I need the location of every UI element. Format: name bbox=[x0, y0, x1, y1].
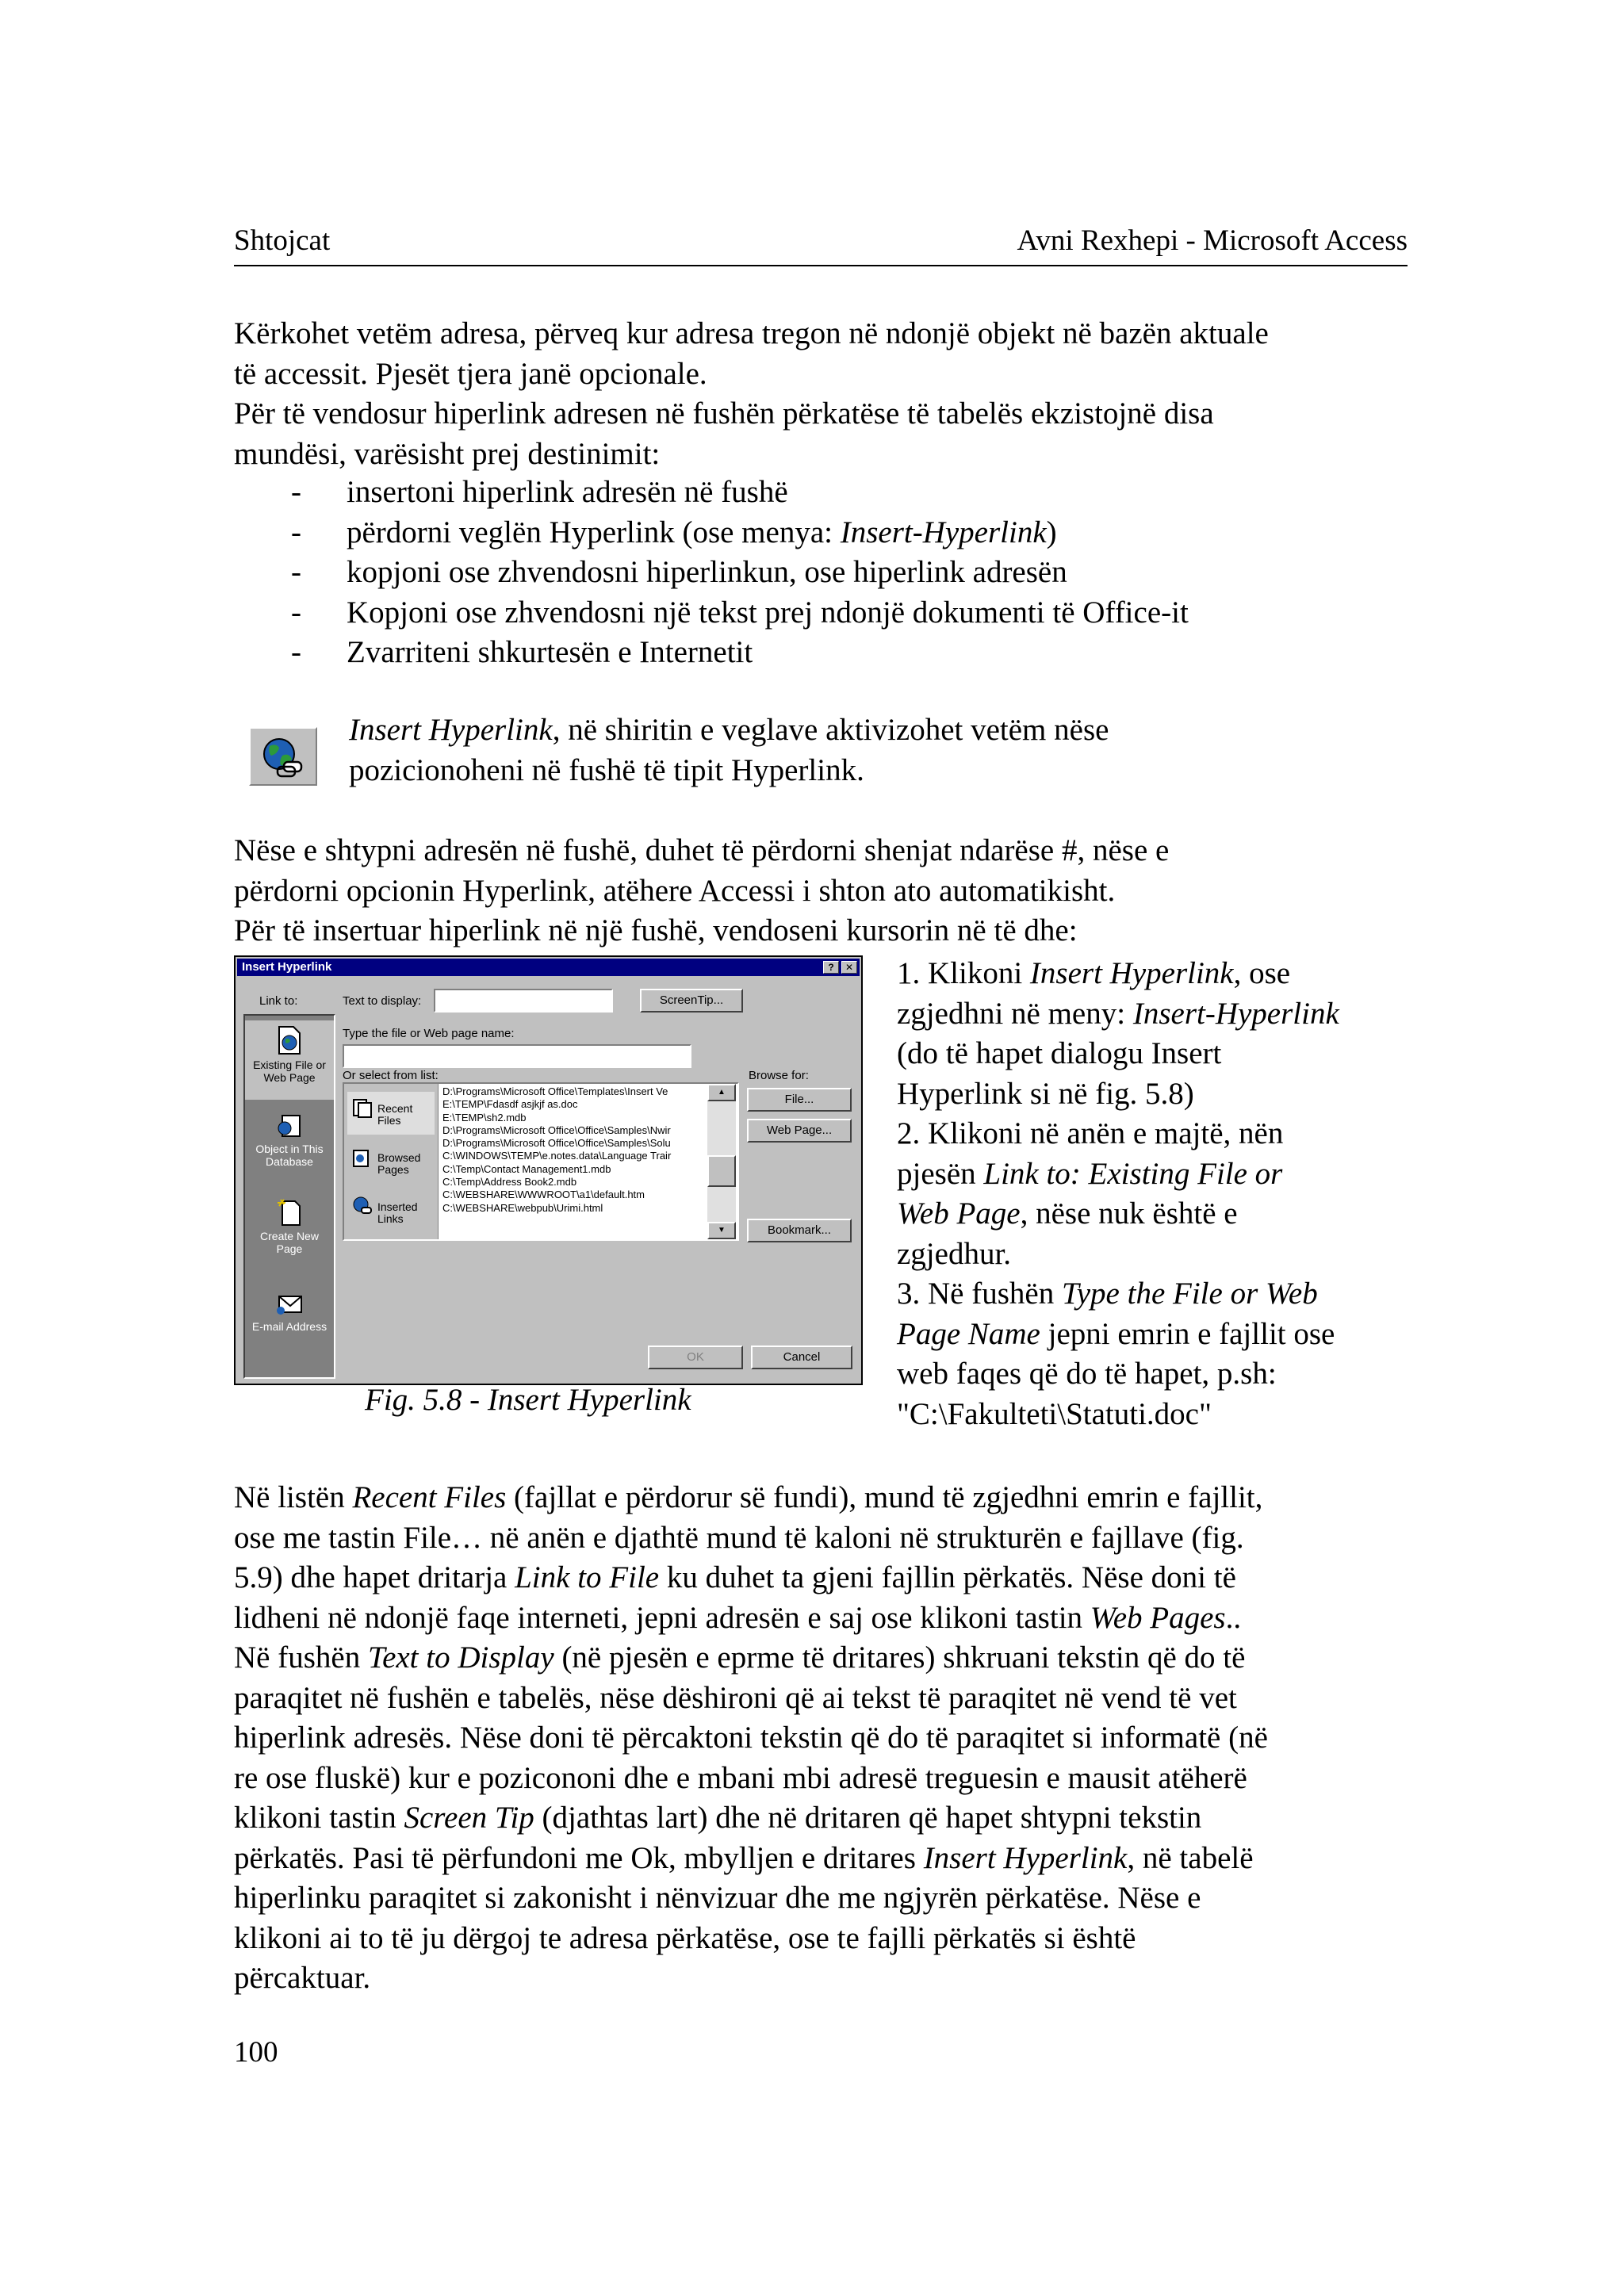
inserted-links-icon bbox=[352, 1195, 374, 1217]
tip-emphasis: Insert Hyperlink bbox=[349, 713, 553, 747]
text-line: klikoni tastin Screen Tip (djathtas lart) dhe në dritaren që hapet shtypni tekstin bbox=[234, 1801, 1202, 1835]
text-to-display-input[interactable] bbox=[434, 989, 613, 1013]
text-line: Për të insertuar hiperlink në një fushë, vendoseni kursorin në të dhe: bbox=[234, 913, 1078, 947]
type-name-label: Type the file or Web page name: bbox=[343, 1027, 515, 1040]
text-line: hiperlinku paraqitet si zakonisht i nënvizuar dhe me ngjyrën përkatëse. Nëse e bbox=[234, 1881, 1201, 1915]
screentip-button[interactable]: ScreenTip... bbox=[640, 989, 743, 1013]
close-button[interactable]: ✕ bbox=[841, 961, 857, 974]
text-line: Hyperlink si në fig. 5.8) bbox=[897, 1076, 1194, 1111]
list-item-text: përdorni veglën Hyperlink (ose menya: bbox=[347, 515, 841, 549]
file-list-item[interactable]: C:\WEBSHARE\WWWROOT\a1\default.htm bbox=[442, 1189, 645, 1201]
list-dash: - bbox=[291, 555, 301, 589]
text-line: Web Page, nëse nuk është e bbox=[897, 1196, 1238, 1231]
list-item bbox=[234, 593, 1408, 634]
category-label: Inserted Links bbox=[377, 1200, 418, 1225]
insert-hyperlink-icon bbox=[249, 727, 317, 786]
text-line: pjesën Link to: Existing File or bbox=[897, 1156, 1283, 1191]
list-item-text-end: ) bbox=[1046, 515, 1057, 549]
text-to-display-label: Text to display: bbox=[343, 994, 422, 1008]
page-number: 100 bbox=[234, 2036, 278, 2069]
list-item-text: Zvarriteni shkurtesën e Internetit bbox=[347, 635, 753, 669]
category-browsed-pages[interactable] bbox=[347, 1143, 435, 1182]
file-list-item[interactable]: D:\Programs\Microsoft Office\Templates\Insert Ve bbox=[442, 1085, 668, 1097]
file-list-item[interactable]: C:\Temp\Contact Management1.mdb bbox=[442, 1162, 611, 1175]
link-to-sidebar bbox=[243, 1014, 335, 1379]
sidebar-item-email-address[interactable] bbox=[245, 1285, 334, 1349]
file-list-item[interactable]: D:\Programs\Microsoft Office\Office\Samples\Nwir bbox=[442, 1124, 671, 1136]
text-line: web faqes që do të hapet, p.sh: bbox=[897, 1357, 1277, 1391]
text-line: Kërkohet vetëm adresa, përveq kur adresa tregon në ndonjë objekt në bazën aktuale bbox=[234, 316, 1269, 350]
text-line: (do të hapet dialogu Insert bbox=[897, 1036, 1222, 1070]
sidebar-label: Page bbox=[276, 1242, 303, 1255]
text-line: Për të vendosur hiperlink adresen në fushën përkatëse të tabelës ekzistojnë disa bbox=[234, 396, 1214, 431]
list-item-text: Kopjoni ose zhvendosni një tekst prej ndonjë dokumenti të Office-it bbox=[347, 595, 1189, 630]
browsed-pages-icon bbox=[352, 1147, 373, 1169]
sidebar-label: Existing File or bbox=[253, 1058, 326, 1071]
list-dash: - bbox=[291, 475, 301, 509]
browse-file-button[interactable]: File... bbox=[747, 1088, 852, 1112]
text-line: paraqitet në fushën e tabelës, nëse dëshironi që ai tekst të paraqitet në vend të vet bbox=[234, 1680, 1237, 1715]
header-book-title: Avni Rexhepi - Microsoft Access bbox=[1017, 224, 1408, 257]
sidebar-label: Database bbox=[266, 1155, 313, 1168]
file-list-item[interactable]: C:\WINDOWS\TEMP\e.notes.data\Language Trair bbox=[442, 1150, 672, 1162]
text-line: hiperlink adresës. Nëse doni të përcaktoni tekstin që do të paraqitet si informatë (në bbox=[234, 1721, 1268, 1755]
text-line: klikoni ai to të ju dërgoj te adresa përkatëse, ose te fajlli përkatës si është bbox=[234, 1920, 1136, 1955]
list-item bbox=[234, 473, 1408, 513]
text-line: 3. Në fushën Type the File or Web bbox=[897, 1277, 1318, 1311]
recent-files-icon bbox=[352, 1097, 373, 1119]
text-line: mundësi, varësisht prej destinimit: bbox=[234, 436, 661, 471]
text-line bbox=[349, 710, 1411, 751]
list-item-emphasis: Insert-Hyperlink bbox=[840, 515, 1047, 549]
category-inserted-links[interactable] bbox=[347, 1190, 435, 1233]
file-list-item[interactable]: C:\WEBSHARE\webpub\Urimi.html bbox=[442, 1201, 603, 1214]
category-label: Recent Files bbox=[377, 1102, 413, 1127]
browse-web-page-button[interactable]: Web Page... bbox=[747, 1119, 852, 1143]
text-line: të accessit. Pjesët tjera janë opcionale. bbox=[234, 356, 707, 391]
help-button[interactable]: ? bbox=[823, 961, 839, 974]
page-header bbox=[234, 224, 1408, 266]
text-line: përkatës. Pasi të përfundoni me Ok, mbylljen e dritares Insert Hyperlink, në tabelë bbox=[234, 1840, 1254, 1875]
database-object-icon bbox=[276, 1112, 303, 1139]
sidebar-label: E-mail Address bbox=[251, 1320, 327, 1333]
new-page-icon bbox=[276, 1198, 303, 1227]
text-line: përcaktuar. bbox=[234, 1961, 371, 1995]
list-item bbox=[234, 553, 1408, 593]
scroll-down-arrow-icon[interactable]: ▼ bbox=[707, 1222, 736, 1239]
email-icon bbox=[274, 1290, 304, 1317]
list-item bbox=[234, 633, 1408, 673]
sidebar-item-object-in-database[interactable] bbox=[245, 1108, 334, 1179]
text-line: re ose fluskë) kur e pozicononi dhe e mbani mbi adresë treguesin e mausit atëherë bbox=[234, 1760, 1247, 1795]
existing-file-icon bbox=[276, 1025, 303, 1055]
address-input[interactable] bbox=[343, 1044, 691, 1068]
scroll-up-arrow-icon[interactable]: ▲ bbox=[707, 1084, 736, 1101]
select-from-list bbox=[343, 1082, 739, 1241]
dialog-titlebar bbox=[237, 959, 860, 976]
list-item-text: insertoni hiperlink adresën në fushë bbox=[347, 475, 788, 509]
file-list-item[interactable]: E:\TEMP\Fdasdf asjkjf as.doc bbox=[442, 1098, 578, 1111]
cancel-button[interactable]: Cancel bbox=[751, 1346, 852, 1369]
toolbar-tip bbox=[349, 710, 1411, 790]
header-section-title: Shtojcat bbox=[234, 224, 331, 257]
intro-paragraph bbox=[234, 314, 1415, 474]
file-list-item[interactable]: E:\TEMP\sh2.mdb bbox=[442, 1111, 527, 1124]
text-line: zgjedhni në meny: Insert-Hyperlink bbox=[897, 996, 1339, 1031]
category-recent-files[interactable] bbox=[347, 1092, 435, 1135]
list-dash: - bbox=[291, 595, 301, 630]
figure-caption: Fig. 5.8 - Insert Hyperlink bbox=[365, 1383, 691, 1417]
file-list-item[interactable]: D:\Programs\Microsoft Office\Office\Samples\Solu bbox=[442, 1137, 671, 1150]
list-item-text: kopjoni ose zhvendosni hiperlinkun, ose hiperlink adresën bbox=[347, 555, 1067, 589]
sidebar-label: Create New bbox=[260, 1230, 319, 1242]
paragraph-separators bbox=[234, 831, 1415, 951]
file-list-item[interactable]: C:\Temp\Address Book2.mdb bbox=[442, 1176, 577, 1189]
text-line: Nëse e shtypni adresën në fushë, duhet të përdorni shenjat ndarëse #, nëse e bbox=[234, 833, 1170, 867]
sidebar-label: Object in This bbox=[255, 1143, 324, 1155]
insert-hyperlink-dialog bbox=[234, 955, 863, 1385]
sidebar-label: Web Page bbox=[263, 1071, 316, 1084]
tip-text: , në shiritin e veglave aktivizohet vetëm nëse bbox=[552, 713, 1109, 747]
file-list[interactable] bbox=[442, 1085, 704, 1238]
link-to-label: Link to: bbox=[259, 994, 298, 1008]
text-line: lidheni në ndonjë faqe interneti, jepni adresën e saj ose klikoni tastin Web Pages.. bbox=[234, 1600, 1242, 1635]
text-line: Page Name jepni emrin e fajllit ose bbox=[897, 1316, 1335, 1351]
browse-for-label: Browse for: bbox=[749, 1069, 809, 1082]
sidebar-item-create-new-page[interactable] bbox=[245, 1193, 334, 1265]
recent-files-paragraph bbox=[234, 1478, 1415, 1999]
text-line: "C:\Fakulteti\Statuti.doc" bbox=[897, 1396, 1212, 1431]
text-line: zgjedhur. bbox=[897, 1236, 1012, 1271]
text-line: 2. Klikoni në anën e majtë, nën bbox=[897, 1116, 1284, 1150]
list-categories bbox=[344, 1084, 439, 1239]
file-list-scrollbar[interactable] bbox=[707, 1084, 736, 1239]
or-select-label: Or select from list: bbox=[343, 1069, 439, 1082]
ok-button[interactable]: OK bbox=[648, 1346, 743, 1369]
text-line: 5.9) dhe hapet dritarja Link to File ku duhet ta gjeni fajllin përkatës. Nëse doni të bbox=[234, 1560, 1236, 1594]
text-line: Në fushën Text to Display (në pjesën e eprme të dritares) shkruani tekstin që do të bbox=[234, 1640, 1246, 1675]
list-dash: - bbox=[291, 635, 301, 669]
list-dash: - bbox=[291, 515, 301, 549]
list-item bbox=[234, 513, 1408, 553]
steps-paragraph bbox=[897, 954, 1420, 1434]
category-label: Browsed Pages bbox=[377, 1151, 421, 1176]
text-line: përdorni opcionin Hyperlink, atëhere Accessi i shton ato automatikisht. bbox=[234, 873, 1116, 908]
text-line: ose me tastin File… në anën e djathtë mund të kaloni në strukturën e fajllave (fig. bbox=[234, 1520, 1244, 1555]
options-list bbox=[234, 473, 1408, 673]
text-line: pozicionoheni në fushë të tipit Hyperlink. bbox=[349, 752, 864, 787]
text-line: Në listën Recent Files (fajllat e përdorur së fundi), mund të zgjedhni emrin e fajllit, bbox=[234, 1480, 1263, 1514]
sidebar-item-existing-file[interactable] bbox=[245, 1020, 334, 1100]
dialog-title: Insert Hyperlink bbox=[242, 960, 332, 974]
scroll-thumb[interactable] bbox=[707, 1155, 736, 1187]
bookmark-button[interactable]: Bookmark... bbox=[747, 1219, 852, 1242]
text-line: 1. Klikoni Insert Hyperlink, ose bbox=[897, 956, 1291, 990]
